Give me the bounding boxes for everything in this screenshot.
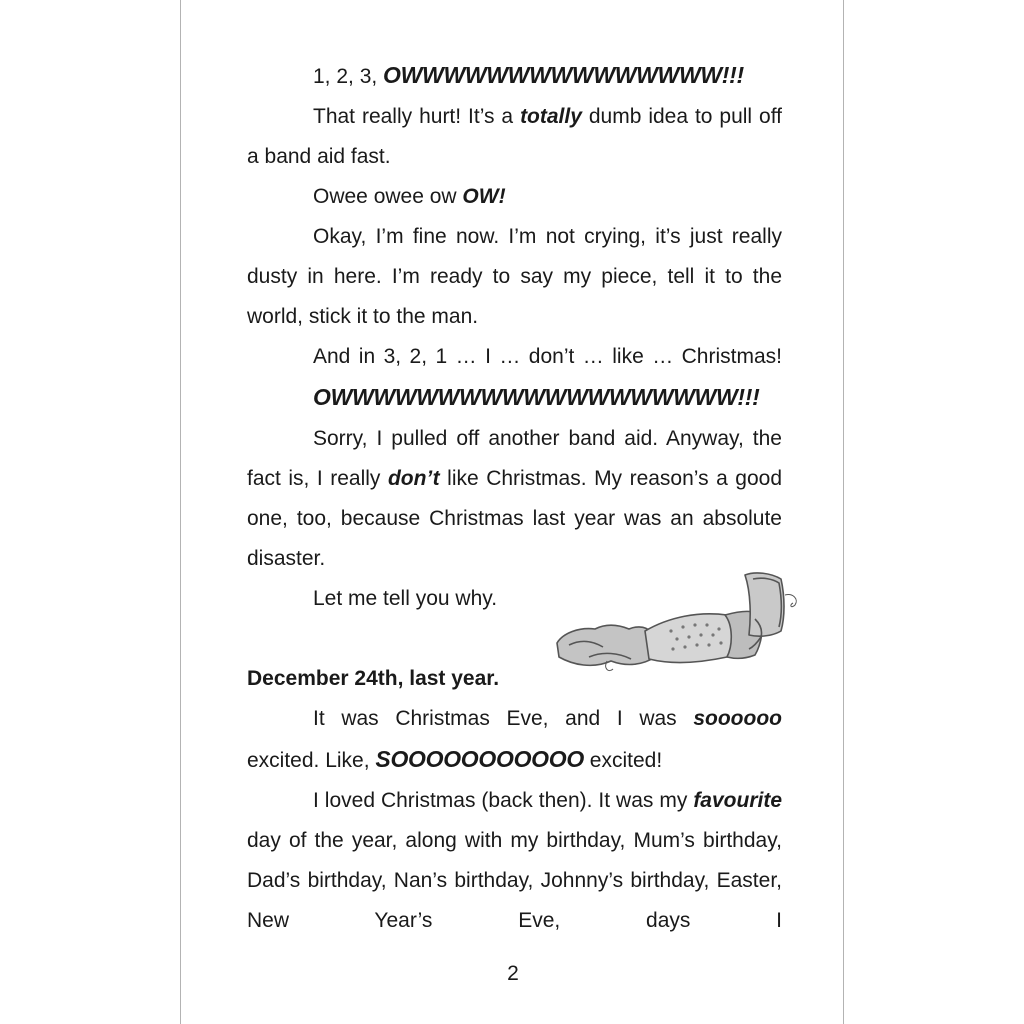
paragraph-10: I loved Christmas (back then). It was my favourite day of the year, along with my birthday, Mum’s birthday, Dad’s birthday, Nan’s birthday, Johnny’s birthday, Easter, New Year’s Eve, days I: [247, 789, 782, 932]
emphasis-text: totally: [520, 105, 582, 128]
page-text: [247, 55, 782, 941]
used-band-aid-icon: [549, 565, 809, 675]
paragraph-3: Owee owee ow OW!: [313, 185, 506, 208]
section-heading: December 24th, last year.: [247, 667, 500, 690]
paragraph-9: It was Christmas Eve, and I was soooooo excited. Like, SOOOOOOOOOOO excited!: [247, 707, 782, 772]
paragraph-8: Let me tell you why.: [313, 587, 498, 610]
paragraph-2: That really hurt! It’s a totally dumb idea to pull off a band aid fast.: [247, 105, 783, 168]
paragraph-7: Sorry, I pulled off another band aid. Anyway, the fact is, I really don’t like Christmas. My reason’s a good one, too, because Christmas last year was an absolute disaster.: [247, 427, 783, 570]
paragraph-1: 1, 2, 3, OWWWWWWWWWWWWWWW!!!: [313, 62, 744, 88]
emphasis-text: don’t: [387, 467, 440, 490]
page-number: 2: [507, 962, 519, 985]
paragraph-5: And in 3, 2, 1 … I … don’t … like … Christmas!: [313, 345, 782, 368]
book-page: [180, 0, 844, 1024]
emphasis-text: OW!: [462, 185, 506, 208]
shout-text: SOOOOOOOOOOO: [375, 746, 584, 772]
emphasis-text: soooooo: [693, 707, 782, 730]
shout-text: OWWWWWWWWWWWWWWW!!!: [383, 62, 744, 88]
paragraph-4: Okay, I’m fine now. I’m not crying, it’s just really dusty in here. I’m ready to say my piece, tell it to the world, stick it to the man.: [247, 225, 782, 328]
emphasis-text: favourite: [693, 789, 782, 812]
paragraph-6: [247, 377, 782, 419]
shout-text: OWWWWWWWWWWWWWWWWWWW!!!: [313, 384, 760, 410]
